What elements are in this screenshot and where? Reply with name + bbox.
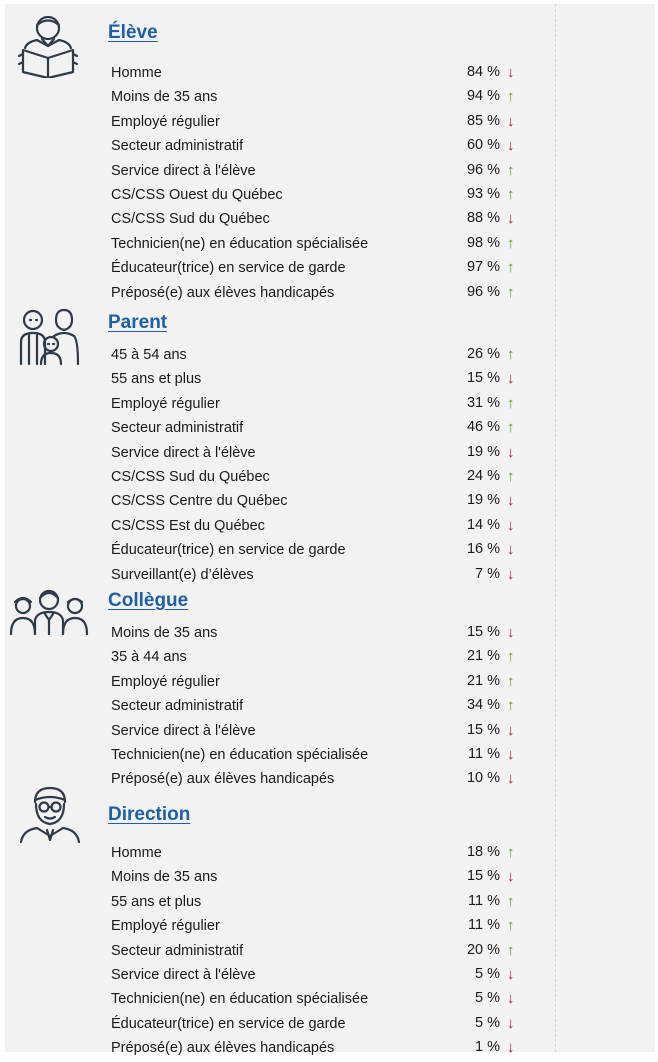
arrow-up-icon: ↑	[507, 467, 515, 485]
arrow-down-icon: ↓	[507, 1039, 515, 1057]
row-label: Surveillant(e) d’élèves	[111, 566, 254, 583]
section-title: Élève	[108, 22, 158, 43]
arrow-up-icon: ↑	[507, 697, 515, 715]
section-title: Direction	[108, 804, 191, 825]
row-percent: 1 %	[475, 1039, 500, 1056]
row-percent: 46 %	[466, 419, 500, 436]
row-percent: 26 %	[466, 346, 500, 362]
row-label: CS/CSS Sud du Québec	[111, 211, 270, 228]
row-label: Service direct à l'élève	[111, 444, 256, 461]
row-percent: 18 %	[466, 844, 500, 860]
row-label: Service direct à l'élève	[111, 966, 256, 983]
arrow-up-icon: ↑	[507, 844, 515, 861]
row-percent: 85 %	[466, 112, 500, 129]
arrow-down-icon: ↓	[507, 137, 515, 155]
arrow-down-icon: ↓	[507, 516, 515, 534]
arrow-down-icon: ↓	[507, 112, 515, 130]
row-label: Secteur administratif	[111, 420, 244, 437]
row-percent: 7 %	[475, 565, 500, 582]
row-percent: 19 %	[466, 492, 500, 509]
row-percent: 21 %	[466, 672, 500, 689]
arrow-up-icon: ↑	[507, 346, 515, 363]
row-label: Technicien(ne) en éducation spécialisée	[111, 746, 369, 763]
arrow-up-icon: ↑	[507, 161, 515, 179]
row-percent: 5 %	[475, 1014, 500, 1031]
row-percent: 15 %	[466, 624, 500, 640]
row-label: Employé régulier	[111, 673, 220, 690]
row-label: Éducateur(trice) en service de garde	[111, 260, 346, 277]
arrow-up-icon: ↑	[507, 185, 515, 203]
row-percent: 97 %	[466, 259, 500, 276]
row-percent: 19 %	[466, 443, 500, 460]
row-percent: 24 %	[466, 467, 500, 484]
arrow-down-icon: ↓	[507, 492, 515, 510]
dashed-divider	[555, 4, 556, 1052]
row-label: Moins de 35 ans	[111, 89, 218, 106]
row-percent: 84 %	[466, 64, 500, 80]
row-label: Homme	[111, 845, 162, 861]
row-label: CS/CSS Est du Québec	[111, 517, 265, 534]
row-label: Employé régulier	[111, 113, 220, 130]
arrow-up-icon: ↑	[507, 394, 515, 412]
arrow-down-icon: ↓	[507, 565, 515, 583]
arrow-down-icon: ↓	[507, 745, 515, 763]
arrow-up-icon: ↑	[507, 941, 515, 959]
arrow-down-icon: ↓	[507, 965, 515, 983]
row-percent: 34 %	[466, 697, 500, 714]
row-percent: 96 %	[466, 161, 500, 178]
row-percent: 21 %	[466, 648, 500, 665]
row-label: 55 ans et plus	[111, 371, 202, 388]
arrow-down-icon: ↓	[507, 64, 515, 81]
row-label: Service direct à l'élève	[111, 162, 256, 179]
arrow-up-icon: ↑	[507, 892, 515, 910]
director-with-glasses-icon	[17, 782, 83, 844]
row-label: Préposé(e) aux élèves handicapés	[111, 1040, 335, 1057]
arrow-up-icon: ↑	[507, 672, 515, 690]
row-percent: 14 %	[466, 516, 500, 533]
row-percent: 16 %	[466, 541, 500, 558]
report-panel	[5, 4, 655, 1057]
row-percent: 15 %	[466, 370, 500, 387]
row-label: CS/CSS Centre du Québec	[111, 493, 288, 510]
row-label: Technicien(ne) en éducation spécialisée	[111, 991, 369, 1008]
row-percent: 11 %	[468, 917, 500, 934]
row-label: 35 à 44 ans	[111, 649, 187, 666]
row-percent: 98 %	[466, 234, 500, 251]
arrow-down-icon: ↓	[507, 443, 515, 461]
row-percent: 5 %	[475, 965, 500, 982]
row-label: Homme	[111, 65, 162, 81]
row-label: Secteur administratif	[111, 138, 244, 155]
row-label: Éducateur(trice) en service de garde	[111, 1015, 346, 1032]
arrow-down-icon: ↓	[507, 210, 515, 228]
colleagues-group-icon	[9, 588, 89, 636]
row-percent: 11 %	[468, 892, 500, 909]
row-percent: 11 %	[468, 745, 500, 762]
arrow-up-icon: ↑	[507, 259, 515, 277]
row-percent: 60 %	[466, 137, 500, 154]
row-label: Service direct à l'élève	[111, 722, 256, 739]
row-label: CS/CSS Sud du Québec	[111, 468, 270, 485]
row-label: 55 ans et plus	[111, 893, 202, 910]
arrow-up-icon: ↑	[507, 419, 515, 437]
row-percent: 5 %	[475, 990, 500, 1007]
arrow-down-icon: ↓	[507, 868, 515, 886]
row-label: Technicien(ne) en éducation spécialisée	[111, 235, 369, 252]
arrow-down-icon: ↓	[507, 770, 515, 788]
row-percent: 88 %	[466, 210, 500, 227]
student-reading-icon	[17, 12, 79, 78]
arrow-down-icon: ↓	[507, 541, 515, 559]
row-percent: 10 %	[466, 770, 500, 787]
arrow-up-icon: ↑	[507, 648, 515, 666]
row-label: Moins de 35 ans	[111, 869, 218, 886]
row-label: Éducateur(trice) en service de garde	[111, 542, 346, 559]
row-label: Préposé(e) aux élèves handicapés	[111, 771, 335, 788]
row-percent: 93 %	[466, 185, 500, 202]
row-label: Moins de 35 ans	[111, 625, 218, 641]
arrow-up-icon: ↑	[507, 88, 515, 106]
row-percent: 31 %	[466, 394, 500, 411]
row-label: Employé régulier	[111, 918, 220, 935]
section-title: Collègue	[108, 590, 189, 611]
arrow-down-icon: ↓	[507, 1014, 515, 1032]
arrow-down-icon: ↓	[507, 624, 515, 641]
arrow-down-icon: ↓	[507, 721, 515, 739]
row-label: 45 à 54 ans	[111, 347, 187, 363]
arrow-up-icon: ↑	[507, 283, 515, 301]
row-label: Secteur administratif	[111, 698, 244, 715]
row-percent: 94 %	[466, 88, 500, 105]
row-percent: 15 %	[466, 721, 500, 738]
row-label: Secteur administratif	[111, 942, 244, 959]
row-label: CS/CSS Ouest du Québec	[111, 186, 283, 203]
arrow-down-icon: ↓	[507, 990, 515, 1008]
row-percent: 20 %	[466, 941, 500, 958]
arrow-up-icon: ↑	[507, 917, 515, 935]
arrow-up-icon: ↑	[507, 234, 515, 252]
section-title: Parent	[108, 312, 168, 333]
row-percent: 96 %	[466, 283, 500, 300]
family-icon	[17, 306, 81, 368]
row-percent: 15 %	[466, 868, 500, 885]
row-label: Préposé(e) aux élèves handicapés	[111, 284, 335, 301]
row-label: Employé régulier	[111, 395, 220, 412]
arrow-down-icon: ↓	[507, 370, 515, 388]
